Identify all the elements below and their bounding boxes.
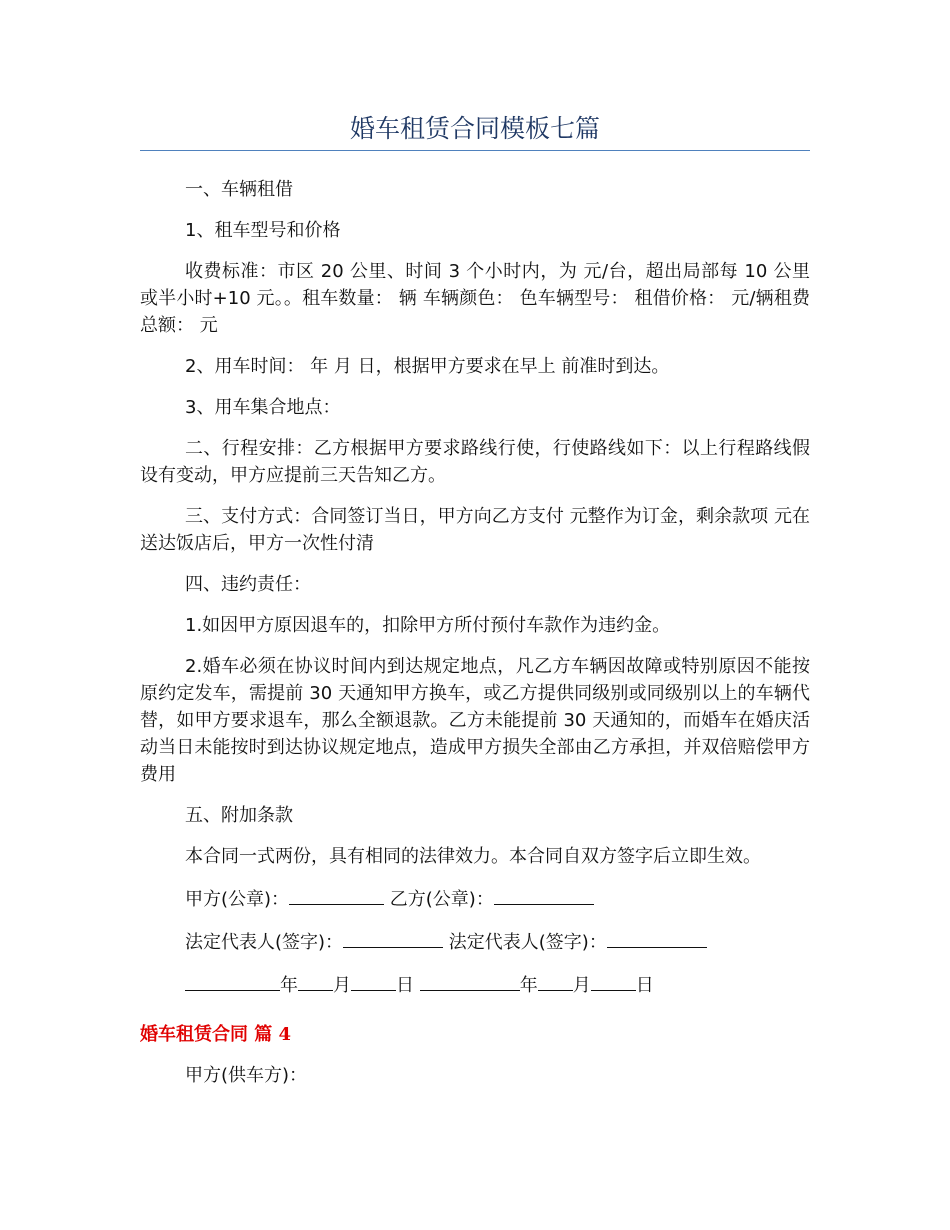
title-divider (140, 150, 810, 151)
document-body (140, 176, 810, 1103)
signature-representative-line (140, 927, 810, 956)
paragraph-breach-heading: 四、违约责任： (185, 574, 311, 595)
paragraph-effectiveness: 本合同一式两份，具有相同的法律效力。本合同自双方签字后立即生效。 (185, 846, 761, 867)
date-b-day-blank[interactable] (591, 970, 636, 991)
date-b-day-label: 日 (635, 975, 654, 996)
date-a-month-blank[interactable] (298, 970, 333, 991)
party-b-seal-blank[interactable] (494, 884, 594, 905)
date-b-year-label: 年 (519, 975, 538, 996)
party-a-seal-blank[interactable] (289, 884, 384, 905)
date-a-month-label: 月 (333, 975, 351, 996)
party-a-seal-label: 甲方(公章)： (185, 889, 290, 910)
rep-a-label: 法定代表人(签字)： (185, 932, 344, 953)
paragraph-vehicle-rental: 一、车辆租借 (185, 179, 293, 200)
rep-a-blank[interactable] (343, 927, 443, 948)
date-b-month-blank[interactable] (538, 970, 573, 991)
date-a-year-label: 年 (280, 975, 298, 996)
section-4-party-a: 甲方(供车方)： (185, 1065, 308, 1086)
paragraph-model-price: 1、租车型号和价格 (185, 220, 341, 241)
paragraph-meeting-place: 3、用车集合地点： (185, 397, 341, 418)
section-4-heading: 婚车租赁合同 篇 4 (140, 1024, 292, 1045)
paragraph-additional-terms: 五、附加条款 (185, 805, 293, 826)
paragraph-itinerary: 二、行程安排：乙方根据甲方要求路线行使，行使路线如下：以上行程路线假设有变动，甲方应提前三天告知乙方。 (140, 438, 810, 486)
paragraph-breach-1: 1.如因甲方原因退车的，扣除甲方所付预付车款作为违约金。 (185, 615, 671, 636)
date-a-day-blank[interactable] (351, 970, 396, 991)
party-b-seal-label: 乙方(公章)： (389, 889, 494, 910)
date-a-day-label: 日 (396, 975, 414, 996)
signature-date-line (140, 970, 810, 999)
paragraph-fee-standard: 收费标准：市区 20 公里、时间 3 个小时内，为 元/台，超出局部每 10 公里或半小时+10 元。。租车数量： 辆 车辆颜色： 色车辆型号： 租借价格： 元/辆租费总额： 元 (140, 261, 810, 336)
document-title: 婚车租赁合同模板七篇 (349, 114, 600, 143)
date-b-year-blank[interactable] (420, 970, 520, 991)
rep-b-blank[interactable] (607, 927, 707, 948)
paragraph-breach-2: 2.婚车必须在协议时间内到达规定地点，凡乙方车辆因故障或特别原因不能按原约定发车，需提前 30 天通知甲方换车，或乙方提供同级别或同级别以上的车辆代替，如甲方要求退车，那么全额退款。乙方未能提前 30 天通知的，而婚车在婚庆活动当日未能按时到达协议规定地点，造成甲方损失全部由乙方承担，并双倍赔偿甲方费用 (140, 656, 810, 785)
date-a-year-blank[interactable] (185, 970, 280, 991)
date-b-month-label: 月 (572, 975, 591, 996)
signature-seal-line (140, 884, 810, 913)
rep-b-label: 法定代表人(签字)： (448, 932, 607, 953)
paragraph-use-time: 2、用车时间： 年 月 日，根据甲方要求在早上 前准时到达。 (185, 356, 670, 377)
paragraph-payment: 三、支付方式：合同签订当日，甲方向乙方支付 元整作为订金，剩余款项 元在送达饭店后，甲方一次性付清 (140, 506, 810, 554)
